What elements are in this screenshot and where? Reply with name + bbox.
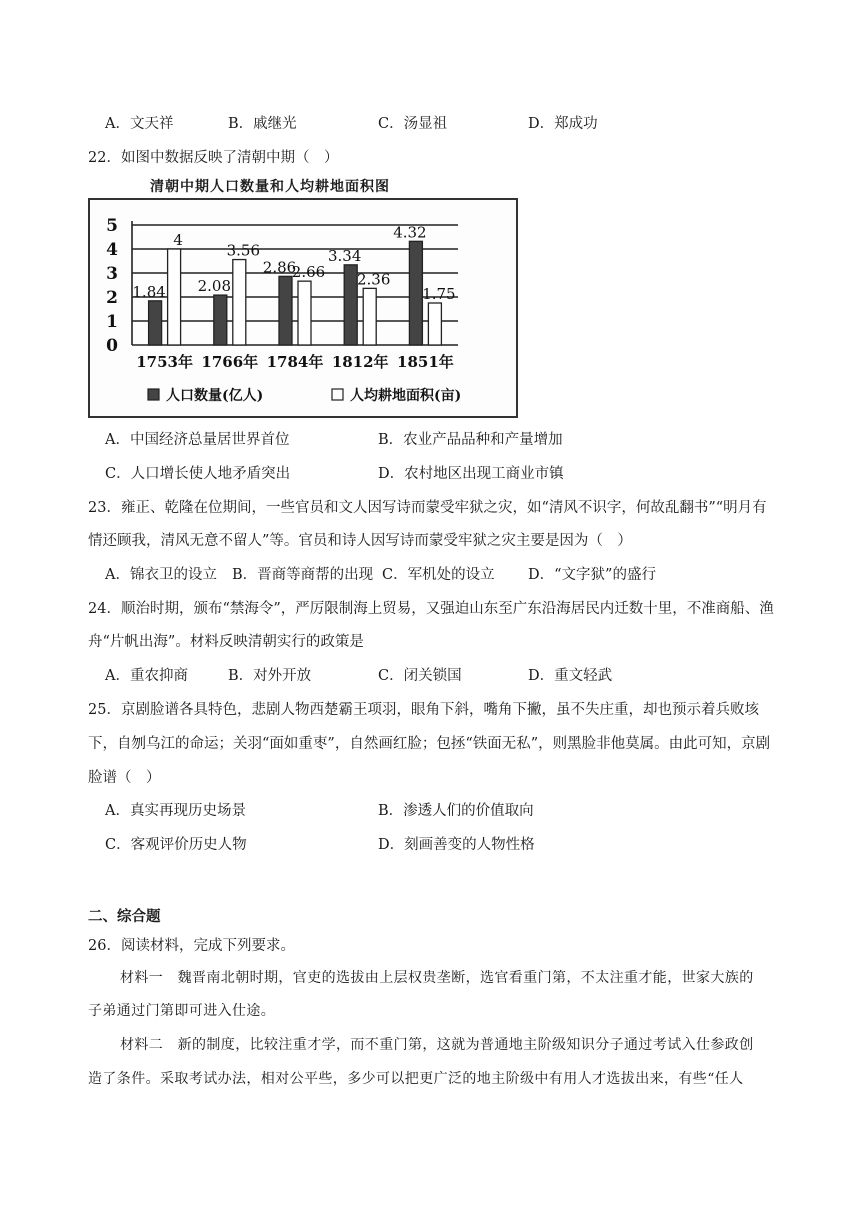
bar-farmland: [168, 249, 181, 345]
q25-option-c: C．客观评价历史人物: [105, 837, 247, 853]
q24-stem-line2: 舟“片帆出海”。材料反映清朝实行的政策是: [88, 634, 364, 650]
data-label: 1.75: [422, 285, 456, 303]
q25-option-a: A．真实再现历史场景: [105, 803, 246, 819]
q23-option-b: B．晋商等商帮的出现: [232, 567, 374, 583]
q23-stem-line2: 情还顾我，清风无意不留人”等。官员和诗人因写诗而蒙受牢狱之灾主要是因为（ ）: [88, 533, 632, 549]
x-tick-label: 1766年: [201, 353, 259, 371]
chart-frame: [88, 198, 518, 418]
material-2-line1: 材料二 新的制度，比较注重才学，而不重门第，这就为普通地主阶级知识分子通过考试入仕参政创: [120, 1037, 754, 1053]
y-tick-label: 4: [106, 240, 118, 260]
q25-stem-line1: 25．京剧脸谱各具特色，悲剧人物西楚霸王项羽，眼角下斜，嘴角下撇，虽不失庄重，却也预示着兵败垓: [88, 702, 759, 718]
bar-population: [149, 301, 162, 345]
q22-option-d: D．农村地区出现工商业市镇: [378, 466, 564, 482]
data-label: 2.86: [262, 258, 297, 277]
q23-option-a: A．锦衣卫的设立: [105, 567, 217, 583]
y-tick-label: 0: [106, 336, 118, 356]
x-tick-label: 1851年: [397, 353, 454, 371]
section-heading: 二、综合题: [88, 908, 161, 925]
bar-population: [409, 241, 422, 345]
bar-population: [344, 265, 357, 345]
q25-stem-line2: 下，自刎乌江的命运；关羽“面如重枣”，自然画红脸；包拯“铁面无私”，则黑脸非他莫属。由此可知，京剧: [88, 736, 771, 752]
q25-stem-line3: 脸谱（ ）: [88, 770, 161, 786]
bar-chart: [90, 200, 516, 416]
data-label: 4.32: [393, 223, 427, 242]
y-tick-label: 1: [106, 312, 118, 332]
q22-stem: 22．如图中数据反映了清朝中期（ ）: [88, 150, 339, 166]
q22-option-b: B．农业产品品种和产量增加: [378, 432, 563, 448]
material-1-line1: 材料一 魏晋南北朝时期，官吏的选拔由上层权贵垄断，选官看重门第，不太注重才能，世家大族的: [120, 970, 754, 986]
bar-population: [214, 295, 227, 345]
q21-option-c: C．汤显祖: [378, 116, 448, 132]
q21-option-d: D．郑成功: [528, 116, 598, 132]
q24-option-c: C．闭关锁国: [378, 668, 462, 684]
bar-population: [279, 276, 292, 345]
y-tick-label: 5: [106, 216, 118, 236]
material-1-line2: 子弟通过门第即可进入仕途。: [88, 1003, 276, 1019]
y-tick-label: 3: [106, 264, 118, 284]
q23-option-c: C．军机处的设立: [382, 567, 495, 583]
x-tick-label: 1812年: [331, 353, 389, 371]
q22-option-c: C．人口增长使人地矛盾突出: [105, 466, 291, 482]
bar-farmland: [428, 303, 441, 345]
q24-stem-line1: 24．顺治时期，颁布“禁海令”，严厉限制海上贸易，又强迫山东至广东沿海居民内迁数十里，不准商船、渔: [88, 601, 774, 617]
q23-stem-line1: 23．雍正、乾隆在位期间，一些官员和文人因写诗而蒙受牢狱之灾，如“清风不识字，何故乱翻书”“明月有: [88, 500, 767, 516]
q22-option-a: A．中国经济总量居世界首位: [105, 432, 290, 448]
data-label: 3.56: [226, 241, 261, 260]
q21-option-a: A．文天祥: [105, 116, 174, 132]
q25-option-d: D．刻画善变的人物性格: [378, 837, 535, 853]
legend-label-population: 人口数量(亿人): [166, 388, 264, 404]
data-label: 2.08: [197, 277, 232, 296]
bar-farmland: [233, 260, 246, 345]
x-tick-label: 1753年: [136, 353, 193, 371]
x-tick-label: 1784年: [266, 353, 324, 371]
q25-option-b: B．渗透人们的价值取向: [378, 803, 534, 819]
q24-option-d: D．重文轻武: [528, 668, 613, 684]
q24-option-b: B．对外开放: [228, 668, 312, 684]
data-label: 2.36: [356, 270, 391, 289]
q21-option-b: B．戚继光: [228, 116, 297, 132]
legend-swatch-farmland: [332, 389, 343, 400]
bar-farmland: [363, 288, 376, 345]
legend-swatch-population: [148, 389, 159, 400]
data-label: 2.66: [291, 263, 326, 282]
material-2-line2: 造了条件。采取考试办法，相对公平些，多少可以把更广泛的地主阶级中有用人才选拔出来，有些“任人: [88, 1071, 744, 1087]
bar-farmland: [298, 281, 311, 345]
chart-title: 清朝中期人口数量和人均耕地面积图: [150, 179, 390, 195]
data-label: 1.84: [132, 282, 166, 301]
q24-option-a: A．重农抑商: [105, 668, 188, 684]
legend-label-farmland: 人均耕地面积(亩): [350, 388, 462, 404]
q26-stem: 26．阅读材料，完成下列要求。: [88, 938, 295, 954]
data-label: 3.34: [327, 246, 362, 265]
y-tick-label: 2: [106, 288, 118, 308]
q23-option-d: D．“文字狱”的盛行: [528, 567, 656, 583]
data-label: 4: [173, 231, 183, 249]
